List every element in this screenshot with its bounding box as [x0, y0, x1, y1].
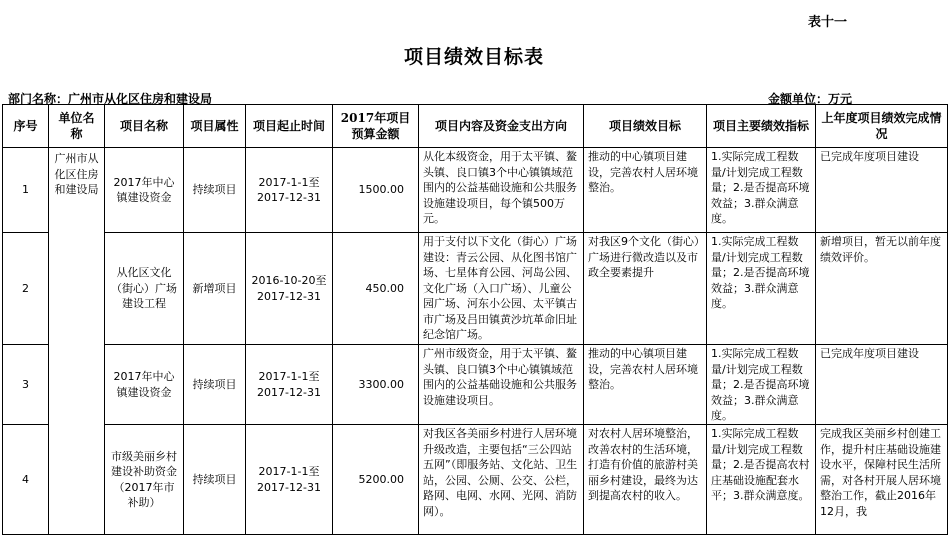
col-header-content: 项目内容及资金支出方向: [419, 105, 584, 148]
cell-attr: 持续项目: [184, 425, 246, 535]
table-row: [3, 425, 948, 535]
col-header-amount: 2017年项目预算金额: [333, 105, 419, 148]
cell-last-year: 新增项目，暂无以前年度绩效评价。: [816, 233, 948, 345]
cell-goal: 推动的中心镇项目建设，完善农村人居环境整治。: [584, 148, 707, 233]
cell-content: 从化本级资金，用于太平镇、鳌头镇、良口镇3个中心镇镇域范围内的公益基础设施和公共服务设施建设项目，每个镇500万元。: [419, 148, 584, 233]
cell-no: 3: [3, 345, 49, 425]
cell-period: 2017-1-1至2017-12-31: [246, 345, 333, 425]
cell-indicator: 1.实际完成工程数量/计划完成工程数量；2.是否提高农村庄基础设施配套水平；3.群众满意度。: [707, 425, 816, 535]
header-row: [3, 105, 948, 148]
cell-indicator: 1.实际完成工程数量/计划完成工程数量；2.是否提高环境效益；3.群众满意度。: [707, 233, 816, 345]
amount-unit: 金额单位：万元: [768, 92, 853, 106]
col-header-indicator: 项目主要绩效指标: [707, 105, 816, 148]
cell-amount: 450.00: [333, 233, 419, 345]
cell-content: 对我区各美丽乡村进行人居环境升级改造，主要包括“三公四站五网”（即服务站、文化站、卫生站，公园、公厕、公交、公栏，路网、电网、水网、光网、消防网）。: [419, 425, 584, 535]
cell-no: 2: [3, 233, 49, 345]
cell-indicator: 1.实际完成工程数量/计划完成工程数量；2.是否提高环境效益；3.群众满意度。: [707, 148, 816, 233]
cell-period: 2017-1-1至2017-12-31: [246, 148, 333, 233]
cell-goal: 对农村人居环境整治，改善农村的生活环境，打造有价值的旅游村美丽乡村建设，最终为达到提高农村的收入。: [584, 425, 707, 535]
department-name: 部门名称：广州市从化区住房和建设局: [8, 92, 213, 106]
cell-attr: 持续项目: [184, 345, 246, 425]
table-row: [3, 345, 948, 425]
cell-period: 2017-1-1至2017-12-31: [246, 425, 333, 535]
cell-no: 1: [3, 148, 49, 233]
cell-goal: 推动的中心镇项目建设，完善农村人居环境整治。: [584, 345, 707, 425]
col-header-period: 项目起止时间: [246, 105, 333, 148]
cell-last-year: 完成我区美丽乡村创建工作，提升村庄基础设施建设水平，保障村民生活所需，对各村开展人居环境整治工作，截止2016年12月，我: [816, 425, 948, 535]
cell-amount: 5200.00: [333, 425, 419, 535]
col-header-attr: 项目属性: [184, 105, 246, 148]
cell-last-year: 已完成年度项目建设: [816, 148, 948, 233]
page-title: 项目绩效目标表: [403, 46, 544, 68]
cell-content: 用于支付以下文化（街心）广场建设：青云公园、从化图书馆广场、七星体育公园、河岛公园、文化广场（入口广场）、儿童公园广场、河东小公园、太平镇古市广场及吕田镇黄沙坑革命旧址纪念馆广场。: [419, 233, 584, 345]
col-header-name: 项目名称: [105, 105, 184, 148]
col-header-goal: 项目绩效目标: [584, 105, 707, 148]
cell-name: 从化区文化（街心）广场建设工程: [105, 233, 184, 345]
col-header-last-year: 上年度项目绩效完成情况: [816, 105, 948, 148]
cell-period: 2016-10-20至2017-12-31: [246, 233, 333, 345]
col-header-no: 序号: [3, 105, 49, 148]
cell-unit: 广州市从化区住房和建设局: [49, 148, 105, 535]
table-row: [3, 233, 948, 345]
cell-last-year: 已完成年度项目建设: [816, 345, 948, 425]
table-row: [3, 148, 948, 233]
cell-no: 4: [3, 425, 49, 535]
cell-amount: 1500.00: [333, 148, 419, 233]
cell-amount: 3300.00: [333, 345, 419, 425]
cell-name: 2017年中心镇建设资金: [105, 345, 184, 425]
cell-name: 2017年中心镇建设资金: [105, 148, 184, 233]
cell-attr: 新增项目: [184, 233, 246, 345]
cell-content: 广州市级资金，用于太平镇、鳌头镇、良口镇3个中心镇镇域范围内的公益基础设施和公共服务设施建设项目。: [419, 345, 584, 425]
col-header-unit: 单位名称: [49, 105, 105, 148]
table-number: 表十一: [808, 15, 848, 30]
cell-attr: 持续项目: [184, 148, 246, 233]
performance-table: [2, 104, 948, 535]
cell-indicator: 1.实际完成工程数量/计划完成工程数量；2.是否提高环境效益；3.群众满意度。: [707, 345, 816, 425]
cell-goal: 对我区9个文化（街心）广场进行微改造以及市政全要素提升: [584, 233, 707, 345]
cell-name: 市级美丽乡村建设补助资金（2017年市补助）: [105, 425, 184, 535]
